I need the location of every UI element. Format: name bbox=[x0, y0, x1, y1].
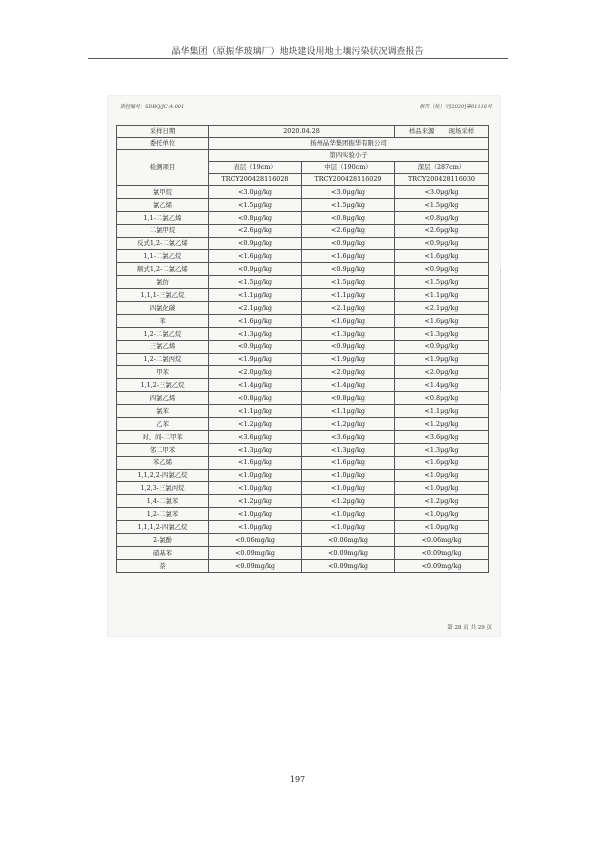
table-row bbox=[117, 250, 489, 263]
table-row bbox=[117, 521, 489, 534]
result-value: <1.9μg/kg bbox=[209, 353, 302, 366]
result-value: <1.4μg/kg bbox=[302, 379, 395, 392]
analyte-name: 1,1,2,2-四氯乙烷 bbox=[117, 469, 209, 482]
result-value: <1.0μg/kg bbox=[302, 482, 395, 495]
result-value: <3.6μg/kg bbox=[209, 430, 302, 443]
analyte-name: 1,1,1-三氯乙烷 bbox=[117, 289, 209, 302]
result-value: <1.5μg/kg bbox=[395, 198, 489, 211]
result-value: <1.5μg/kg bbox=[302, 276, 395, 289]
result-value: <0.9μg/kg bbox=[395, 263, 489, 276]
table-row bbox=[117, 353, 489, 366]
table-row bbox=[117, 302, 489, 315]
analyte-name: 氯乙烯 bbox=[117, 198, 209, 211]
table-row bbox=[117, 418, 489, 431]
analyte-name: 乙苯 bbox=[117, 418, 209, 431]
result-value: <3.6μg/kg bbox=[395, 430, 489, 443]
page-number: 197 bbox=[289, 775, 306, 784]
result-value: <0.9μg/kg bbox=[209, 340, 302, 353]
result-value: <3.0μg/kg bbox=[209, 186, 302, 199]
result-value: <0.8μg/kg bbox=[209, 211, 302, 224]
table-row bbox=[117, 211, 489, 224]
result-value: <0.9μg/kg bbox=[395, 340, 489, 353]
result-value: <1.0μg/kg bbox=[302, 521, 395, 534]
result-value: <2.6μg/kg bbox=[209, 224, 302, 237]
column-header-deep: 深层（287cm） bbox=[395, 162, 489, 174]
result-value: <0.9μg/kg bbox=[209, 237, 302, 250]
result-value: <1.4μg/kg bbox=[395, 379, 489, 392]
table-row bbox=[117, 443, 489, 456]
result-value: <1.0μg/kg bbox=[395, 469, 489, 482]
result-value: <2.6μg/kg bbox=[395, 224, 489, 237]
analyte-name: 氯苯 bbox=[117, 405, 209, 418]
sampling-date-label: 采样日期 bbox=[117, 126, 209, 138]
result-value: <1.0μg/kg bbox=[209, 508, 302, 521]
result-value: <1.2μg/kg bbox=[302, 418, 395, 431]
analyte-name: 二氯甲烷 bbox=[117, 224, 209, 237]
analyte-name: 三氯乙烯 bbox=[117, 340, 209, 353]
analyte-name: 萘 bbox=[117, 559, 209, 572]
result-value: <0.8μg/kg bbox=[209, 392, 302, 405]
analyte-name: 顺式1,2-二氯乙烯 bbox=[117, 263, 209, 276]
analyte-name: 四氯乙烯 bbox=[117, 392, 209, 405]
result-value: <1.3μg/kg bbox=[209, 443, 302, 456]
table-row bbox=[117, 224, 489, 237]
test-results-table bbox=[116, 125, 489, 573]
result-value: <1.6μg/kg bbox=[395, 314, 489, 327]
result-value: <1.2μg/kg bbox=[395, 418, 489, 431]
column-header-surface: 表层（19cm） bbox=[209, 162, 302, 174]
result-value: <2.0μg/kg bbox=[395, 366, 489, 379]
sample-code-middle: TRCY200428116029 bbox=[302, 174, 395, 186]
result-value: <1.6μg/kg bbox=[395, 456, 489, 469]
result-value: <3.0μg/kg bbox=[395, 186, 489, 199]
result-value: <1.3μg/kg bbox=[395, 327, 489, 340]
result-value: <1.6μg/kg bbox=[209, 314, 302, 327]
result-value: <0.8μg/kg bbox=[395, 392, 489, 405]
analyte-name: 1,2-二氯乙烷 bbox=[117, 327, 209, 340]
result-value: <1.1μg/kg bbox=[395, 405, 489, 418]
table-row bbox=[117, 314, 489, 327]
result-value: <1.3μg/kg bbox=[395, 443, 489, 456]
analyte-name: 1,2-二氯丙烷 bbox=[117, 353, 209, 366]
result-value: <1.6μg/kg bbox=[395, 250, 489, 263]
table-row bbox=[117, 138, 489, 150]
result-value: <1.0μg/kg bbox=[395, 482, 489, 495]
result-value: <1.1μg/kg bbox=[209, 405, 302, 418]
analyte-name: 1,4-二氯苯 bbox=[117, 495, 209, 508]
table-row bbox=[117, 469, 489, 482]
result-value: <1.0μg/kg bbox=[395, 521, 489, 534]
result-value: <1.0μg/kg bbox=[395, 508, 489, 521]
sample-code-deep: TRCY200428116030 bbox=[395, 174, 489, 186]
scan-edge-mark bbox=[500, 270, 503, 390]
analyte-name: 邻二甲苯 bbox=[117, 443, 209, 456]
result-value: <1.9μg/kg bbox=[395, 353, 489, 366]
result-value: <0.9μg/kg bbox=[302, 263, 395, 276]
table-row bbox=[117, 379, 489, 392]
result-value: <1.0μg/kg bbox=[302, 469, 395, 482]
result-value: <0.09mg/kg bbox=[209, 559, 302, 572]
table-row bbox=[117, 276, 489, 289]
result-value: <1.6μg/kg bbox=[302, 250, 395, 263]
result-value: <0.8μg/kg bbox=[395, 211, 489, 224]
table-row bbox=[117, 263, 489, 276]
result-value: <1.1μg/kg bbox=[395, 289, 489, 302]
sample-source-value: 现场采样 bbox=[448, 127, 475, 136]
group-header: 第四实验小子 bbox=[209, 150, 489, 162]
table-row bbox=[117, 237, 489, 250]
scan-page-indicator: 第 28 页 共 29 页 bbox=[447, 625, 492, 631]
result-value: <0.9μg/kg bbox=[302, 340, 395, 353]
analyte-name: 1,1-二氯乙烷 bbox=[117, 250, 209, 263]
item-header: 检测项目 bbox=[117, 150, 209, 186]
result-value: <1.9μg/kg bbox=[302, 353, 395, 366]
table-row bbox=[117, 405, 489, 418]
analyte-name: 1,1,1,2-四氯乙烷 bbox=[117, 521, 209, 534]
header-divider bbox=[88, 58, 508, 59]
analyte-name: 氯仿 bbox=[117, 276, 209, 289]
table-row bbox=[117, 508, 489, 521]
result-value: <1.0μg/kg bbox=[209, 482, 302, 495]
result-value: <1.2μg/kg bbox=[209, 495, 302, 508]
result-value: <1.6μg/kg bbox=[302, 456, 395, 469]
analyte-name: 1,1,2-三氯乙烷 bbox=[117, 379, 209, 392]
table-row bbox=[117, 559, 489, 572]
table-row bbox=[117, 456, 489, 469]
result-value: <2.1μg/kg bbox=[209, 302, 302, 315]
analyte-name: 1,1-二氯乙烯 bbox=[117, 211, 209, 224]
result-value: <1.4μg/kg bbox=[209, 379, 302, 392]
result-value: <1.2μg/kg bbox=[209, 418, 302, 431]
analyte-name: 1,2-二氯苯 bbox=[117, 508, 209, 521]
result-value: <0.09mg/kg bbox=[302, 559, 395, 572]
result-value: <1.3μg/kg bbox=[302, 327, 395, 340]
table-row bbox=[117, 126, 489, 138]
table-row bbox=[117, 150, 489, 162]
result-value: <0.06mg/kg bbox=[302, 534, 395, 547]
result-value: <1.1μg/kg bbox=[302, 289, 395, 302]
result-value: <3.6μg/kg bbox=[302, 430, 395, 443]
result-value: <1.0μg/kg bbox=[209, 469, 302, 482]
result-value: <1.6μg/kg bbox=[302, 314, 395, 327]
analyte-name: 1,2,3-三氯丙烷 bbox=[117, 482, 209, 495]
result-value: <1.3μg/kg bbox=[209, 327, 302, 340]
doc-number: 质控编号：SDBQ/JC-A-001 bbox=[120, 104, 185, 110]
analyte-name: 苯乙烯 bbox=[117, 456, 209, 469]
result-value: <2.1μg/kg bbox=[395, 302, 489, 315]
analyte-name: 硝基苯 bbox=[117, 546, 209, 559]
sample-code-surface: TRCY200428116028 bbox=[209, 174, 302, 186]
result-value: <0.09mg/kg bbox=[209, 546, 302, 559]
analyte-name: 2-氯酚 bbox=[117, 534, 209, 547]
sample-source-label: 样品来源 bbox=[408, 127, 435, 136]
client-value: 扬州晶华集团振华有限公司 bbox=[209, 138, 489, 150]
result-value: <1.6μg/kg bbox=[209, 250, 302, 263]
analyte-name: 反式1,2-二氯乙烯 bbox=[117, 237, 209, 250]
analyte-name: 四氯化碳 bbox=[117, 302, 209, 315]
table-row bbox=[117, 340, 489, 353]
result-value: <2.1μg/kg bbox=[302, 302, 395, 315]
result-value: <2.0μg/kg bbox=[209, 366, 302, 379]
report-number: 报告（检）字[2020]第01116号 bbox=[419, 104, 492, 110]
result-value: <1.5μg/kg bbox=[209, 198, 302, 211]
table-row bbox=[117, 546, 489, 559]
sample-source-cell bbox=[395, 126, 489, 138]
result-value: <0.09mg/kg bbox=[302, 546, 395, 559]
result-value: <1.6μg/kg bbox=[209, 456, 302, 469]
table-row bbox=[117, 327, 489, 340]
result-value: <1.5μg/kg bbox=[395, 276, 489, 289]
result-value: <1.5μg/kg bbox=[209, 276, 302, 289]
result-value: <1.3μg/kg bbox=[302, 443, 395, 456]
document-header-title: 晶华集团（原振华玻璃厂）地块建设用地土壤污染状况调查报告 bbox=[171, 47, 424, 57]
table-row bbox=[117, 430, 489, 443]
analyte-name: 苯 bbox=[117, 314, 209, 327]
result-value: <1.0μg/kg bbox=[302, 508, 395, 521]
result-value: <1.1μg/kg bbox=[209, 289, 302, 302]
result-value: <0.09mg/kg bbox=[395, 546, 489, 559]
result-value: <1.0μg/kg bbox=[209, 521, 302, 534]
result-value: <2.6μg/kg bbox=[302, 224, 395, 237]
result-value: <0.8μg/kg bbox=[302, 392, 395, 405]
result-value: <0.09mg/kg bbox=[395, 559, 489, 572]
table-row bbox=[117, 186, 489, 199]
table-row bbox=[117, 392, 489, 405]
result-value: <0.06mg/kg bbox=[209, 534, 302, 547]
table-row bbox=[117, 534, 489, 547]
table-row bbox=[117, 495, 489, 508]
result-value: <0.9μg/kg bbox=[302, 237, 395, 250]
table-row bbox=[117, 366, 489, 379]
result-value: <1.5μg/kg bbox=[302, 198, 395, 211]
table-row bbox=[117, 198, 489, 211]
sampling-date-value: 2020.04.28 bbox=[209, 126, 395, 138]
result-value: <1.2μg/kg bbox=[395, 495, 489, 508]
table-row bbox=[117, 289, 489, 302]
analyte-name: 甲苯 bbox=[117, 366, 209, 379]
result-value: <0.9μg/kg bbox=[395, 237, 489, 250]
result-value: <3.0μg/kg bbox=[302, 186, 395, 199]
result-value: <0.06mg/kg bbox=[395, 534, 489, 547]
result-value: <0.9μg/kg bbox=[209, 263, 302, 276]
column-header-middle: 中层（190cm） bbox=[302, 162, 395, 174]
result-value: <1.1μg/kg bbox=[302, 405, 395, 418]
client-label: 委托单位 bbox=[117, 138, 209, 150]
analyte-name: 氯甲烷 bbox=[117, 186, 209, 199]
result-value: <2.0μg/kg bbox=[302, 366, 395, 379]
result-value: <0.8μg/kg bbox=[302, 211, 395, 224]
table-body bbox=[117, 126, 489, 573]
analyte-name: 对、间-二甲苯 bbox=[117, 430, 209, 443]
table-row bbox=[117, 482, 489, 495]
result-value: <1.2μg/kg bbox=[302, 495, 395, 508]
